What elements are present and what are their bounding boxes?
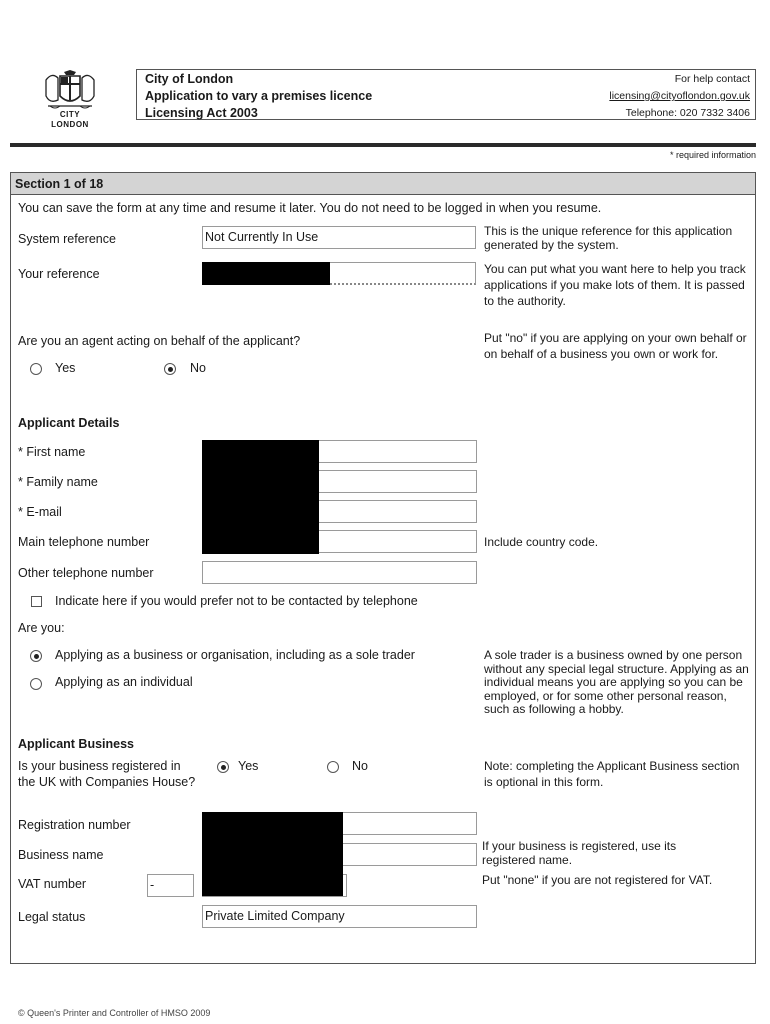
applicant-details-heading: Applicant Details [18, 416, 120, 430]
system-reference-field: Not Currently In Use [202, 226, 476, 249]
copyright-footer: © Queen's Printer and Controller of HMSO 2009 [18, 1008, 211, 1018]
form-header [136, 69, 756, 120]
section-1 [10, 172, 756, 964]
vat-help: Put "none" if you are not registered for VAT. [482, 873, 713, 887]
main-phone-label: Main telephone number [18, 535, 150, 549]
business-name-help: If your business is registered, use its registered name. [482, 839, 677, 867]
vat-number-label: VAT number [18, 877, 87, 891]
redaction-block [202, 812, 343, 896]
your-reference-label: Your reference [18, 267, 100, 281]
registered-question: Is your business registered in the UK with Companies House? [18, 759, 196, 789]
business-name-label: Business name [18, 848, 104, 862]
other-phone-input[interactable] [202, 561, 477, 584]
system-reference-help: This is the unique reference for this application generated by the system. [484, 224, 733, 252]
agent-question: Are you an agent acting on behalf of the applicant? [18, 334, 301, 348]
section-intro: You can save the form at any time and resume it later. You do not need to be logged in when you resume. [18, 201, 602, 215]
your-reference-help: You can put what you want here to help you track applications if you make lots of them. It is passed to the authority. [484, 262, 746, 308]
are-you-label: Are you: [18, 621, 65, 635]
legislation: Licensing Act 2003 [145, 106, 258, 120]
form-title: Application to vary a premises licence [145, 89, 373, 103]
are-you-help: A sole trader is a business owned by one person without any special legal structure. Applying as an individual means you are applying so you can be employed, or for some other personal reason, such as following a hobby. [484, 648, 749, 716]
section-title: Section 1 of 18 [11, 173, 755, 195]
email-label: * E-mail [18, 505, 62, 519]
main-phone-help: Include country code. [484, 535, 599, 549]
agent-yes-radio[interactable] [30, 363, 42, 375]
registered-help: Note: completing the Applicant Business section is optional in this form. [484, 759, 740, 789]
logo-text: CITY LONDON [51, 110, 89, 129]
redaction-block [202, 440, 319, 554]
registered-no-radio[interactable] [327, 761, 339, 773]
first-name-label: * First name [18, 445, 86, 459]
help-label: For help contact [674, 73, 750, 85]
no-phone-contact-checkbox[interactable] [31, 596, 42, 607]
registered-no-label: No [352, 759, 368, 773]
other-phone-label: Other telephone number [18, 566, 154, 580]
help-email-link[interactable]: licensing@cityoflondon.gov.uk [609, 90, 750, 102]
registration-number-label: Registration number [18, 818, 131, 832]
business-option-label: Applying as a business or organisation, including as a sole trader [55, 648, 415, 662]
help-phone: Telephone: 020 7332 3406 [625, 107, 750, 119]
agent-no-label: No [190, 361, 206, 375]
legal-status-select[interactable]: Private Limited Company [202, 905, 477, 928]
agent-help: Put "no" if you are applying on your own behalf or on behalf of a business you own or work for. [484, 331, 747, 361]
business-option-radio[interactable] [30, 650, 42, 662]
legal-status-label: Legal status [18, 910, 86, 924]
family-name-label: * Family name [18, 475, 98, 489]
vat-prefix-input[interactable]: - [147, 874, 194, 897]
no-phone-contact-label: Indicate here if you would prefer not to be contacted by telephone [55, 594, 418, 608]
agent-no-radio[interactable] [164, 363, 176, 375]
agent-yes-label: Yes [55, 361, 76, 375]
applicant-business-heading: Applicant Business [18, 737, 134, 751]
registered-yes-label: Yes [238, 759, 259, 773]
authority-name: City of London [145, 72, 234, 86]
redaction-block [202, 262, 330, 285]
individual-option-label: Applying as an individual [55, 675, 193, 689]
individual-option-radio[interactable] [30, 678, 42, 690]
system-reference-label: System reference [18, 232, 116, 246]
required-note: * required information [669, 150, 756, 160]
header-divider [10, 143, 756, 147]
registered-yes-radio[interactable] [217, 761, 229, 773]
